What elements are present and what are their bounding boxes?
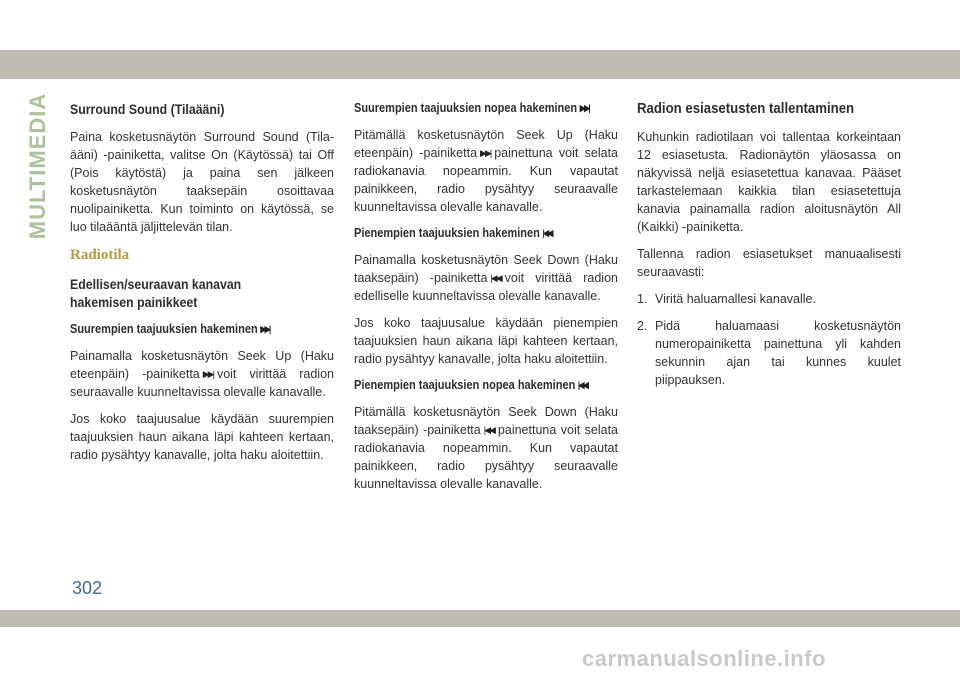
column-2 (354, 100, 618, 502)
seek-down-icon: |◀◀ (483, 425, 494, 435)
seek-down-icon: |◀◀ (542, 228, 552, 238)
seek-buttons-heading: Edellisen/seuraavan kanavan hakemisen painikkeet (70, 276, 242, 310)
list-item: 2. Pidä haluamaasi kosketusnäytön numeropainiketta painettuna yli kahden sekunnin ajan tai kunnes kuulet piippauksen. (637, 319, 901, 387)
section-tab (24, 92, 52, 240)
seek-up-icon: ▶▶| (579, 103, 589, 113)
column-1 (70, 100, 334, 473)
fast-seek-up-subheading: Suurempien taajuuksien nopea hakeminen ▶▶| (354, 101, 589, 115)
section-tab-label: MULTIMEDIA (25, 92, 50, 240)
fast-seek-down-paragraph: Pitämällä kosketusnäytön Seek Down (Haku taaksepäin) -painiketta |◀◀ painettuna voit selata radiokanavia nopeammin. Kun vapautat painikkeen, radio pysähtyy seuraavalle kuunneltavissa olevalle kanavalle. (354, 405, 618, 491)
seek-down-paragraph: Painamalla kosketusnäytön Seek Down (Haku taaksepäin) -painiketta |◀◀ voit virittää radion edelliselle kuunneltavissa olevalle kanavalle. (354, 253, 618, 303)
presets-steps (637, 290, 901, 389)
list-item: 1. Viritä haluamallesi kanavalle. (637, 292, 816, 306)
presets-paragraph: Kuhunkin radiotilaan voi tallentaa korkeintaan 12 esiasetusta. Radionäytön yläosassa on näkyvissä neljä esiasetettua kanavaa. Pääset tarkastelemaan kaikkia tilan esiasetettuja kanavia painamalla radion aloitusnäytön All (Kaikki) -painiketta. (637, 130, 901, 234)
top-band (0, 50, 960, 79)
seek-down-subheading: Pienempien taajuuksien hakeminen |◀◀ (354, 226, 552, 240)
column-3 (637, 100, 901, 398)
fast-seek-up-paragraph: Pitämällä kosketusnäytön Seek Up (Haku eteenpäin) -painiketta ▶▶| painettuna voit selata radiokanavia nopeammin. Kun vapautat painikkeen, radio pysähtyy seuraavalle kuunneltavissa olevalle kanavalle. (354, 128, 618, 214)
watermark: carmanualsonline.info (582, 646, 826, 671)
surround-sound-paragraph: Paina kosketusnäytön Surround Sound (Tila-ääni) -painiketta, valitse On (Käytössä) tai Off (Pois käytöstä) ja paina sen jälkeen kosketusnäytön taaksepäin osoittavaa nuolipainiketta. Kun toiminto on käytössä, se luo tilaääntä jäljittelevän tilan. (70, 130, 334, 234)
seek-up-subheading: Suurempien taajuuksien hakeminen ▶▶| (70, 322, 270, 336)
seek-up-icon: ▶▶| (260, 324, 270, 334)
seek-up-icon: ▶▶| (480, 148, 491, 158)
seek-up-paragraph: Painamalla kosketusnäytön Seek Up (Haku eteenpäin) -painiketta ▶▶| voit virittää radion seuraavalle kuunneltavissa olevalle kanavalle. (70, 349, 334, 399)
fast-seek-down-subheading: Pienempien taajuuksien nopea hakeminen |◀◀ (354, 378, 588, 392)
bottom-band (0, 610, 960, 627)
presets-heading: Radion esiasetusten tallentaminen (637, 100, 855, 117)
seek-up-icon: ▶▶| (202, 369, 213, 379)
surround-sound-heading: Surround Sound (Tilaääni) (70, 101, 225, 117)
seek-down-wrap-paragraph: Jos koko taajuusalue käydään pienempien taajuuksien haun aikana läpi kahteen kertaan, radio pysähtyy kanavalle, jolta haku aloitettiin. (354, 316, 618, 366)
page-number: 302 (72, 578, 103, 598)
presets-manual-intro: Tallenna radion esiasetukset manuaalisesti seuraavasti: (637, 247, 901, 279)
seek-up-wrap-paragraph: Jos koko taajuusalue käydään suurempien taajuuksien haun aikana läpi kahteen kertaan, radio pysähtyy kanavalle, jolta haku aloitettiin. (70, 412, 334, 462)
seek-down-icon: |◀◀ (577, 380, 588, 390)
radio-mode-title: Radiotila (70, 247, 130, 263)
seek-down-icon: |◀◀ (490, 273, 501, 283)
